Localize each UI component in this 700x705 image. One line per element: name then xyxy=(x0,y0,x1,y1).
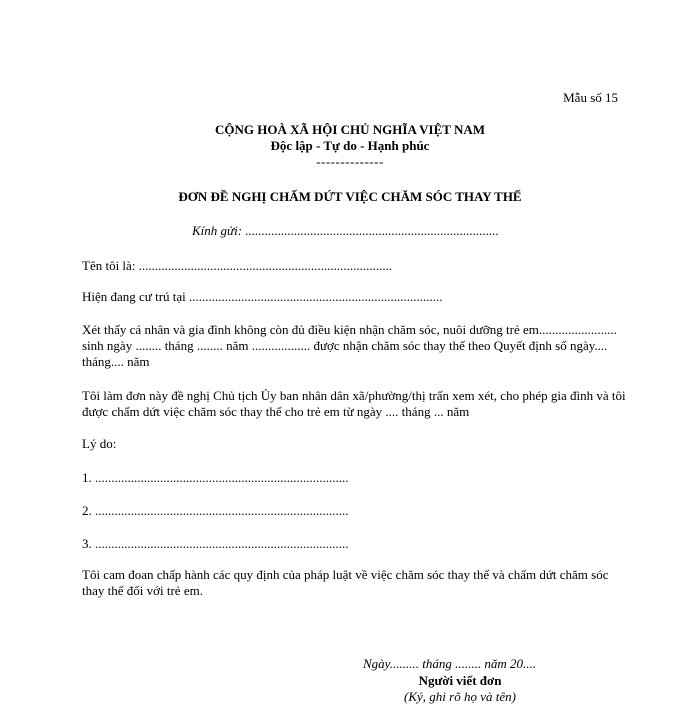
national-title: CỘNG HOÀ XÃ HỘI CHỦ NGHĨA VIỆT NAM xyxy=(214,122,486,137)
signer-note: (Ký, ghi rõ họ và tên) xyxy=(404,689,516,704)
commitment-paragraph: Tôi cam đoan chấp hành các quy định của pháp luật về việc chăm sóc thay thế và chấm dứt chăm sóc thay thế đối với trẻ em. xyxy=(82,567,609,598)
reason-line-2: 2. .............................................................................. xyxy=(82,503,349,518)
form-number: Mẫu số 15 xyxy=(563,90,618,105)
request-paragraph: Tôi làm đơn này đề nghị Chủ tịch Ủy ban nhân dân xã/phường/thị trấn xem xét, cho phép gia đình và tôi được chấm dứt việc chăm sóc thay thế cho trẻ em từ ngày .... tháng ... năm xyxy=(82,388,626,419)
reason-label: Lý do: xyxy=(82,436,117,451)
reason-line-1: 1. .............................................................................. xyxy=(82,470,349,485)
national-motto: Độc lập - Tự do - Hạnh phúc xyxy=(270,138,430,153)
residence-line: Hiện đang cư trú tại .............................................................................. xyxy=(82,289,443,304)
signer-title: Người viết đơn xyxy=(418,673,502,688)
consideration-paragraph: Xét thấy cá nhân và gia đình không còn đủ điều kiện nhận chăm sóc, nuôi dưỡng trẻ em........................ sinh ngày ........ tháng ........ năm .................. được nhận chăm sóc thay thế theo Quyết định số ngày.... tháng.... năm xyxy=(82,322,617,369)
header-divider: -------------- xyxy=(316,154,384,169)
document-title: ĐƠN ĐỀ NGHỊ CHẤM DỨT VIỆC CHĂM SÓC THAY THẾ xyxy=(178,189,522,204)
signature-date-line: Ngày......... tháng ........ năm 20.... xyxy=(363,656,536,671)
recipient-line: Kính gửi: .............................................................................. xyxy=(192,223,499,238)
applicant-name-line: Tên tôi là: .............................................................................. xyxy=(82,258,393,273)
reason-line-3: 3. .............................................................................. xyxy=(82,536,349,551)
